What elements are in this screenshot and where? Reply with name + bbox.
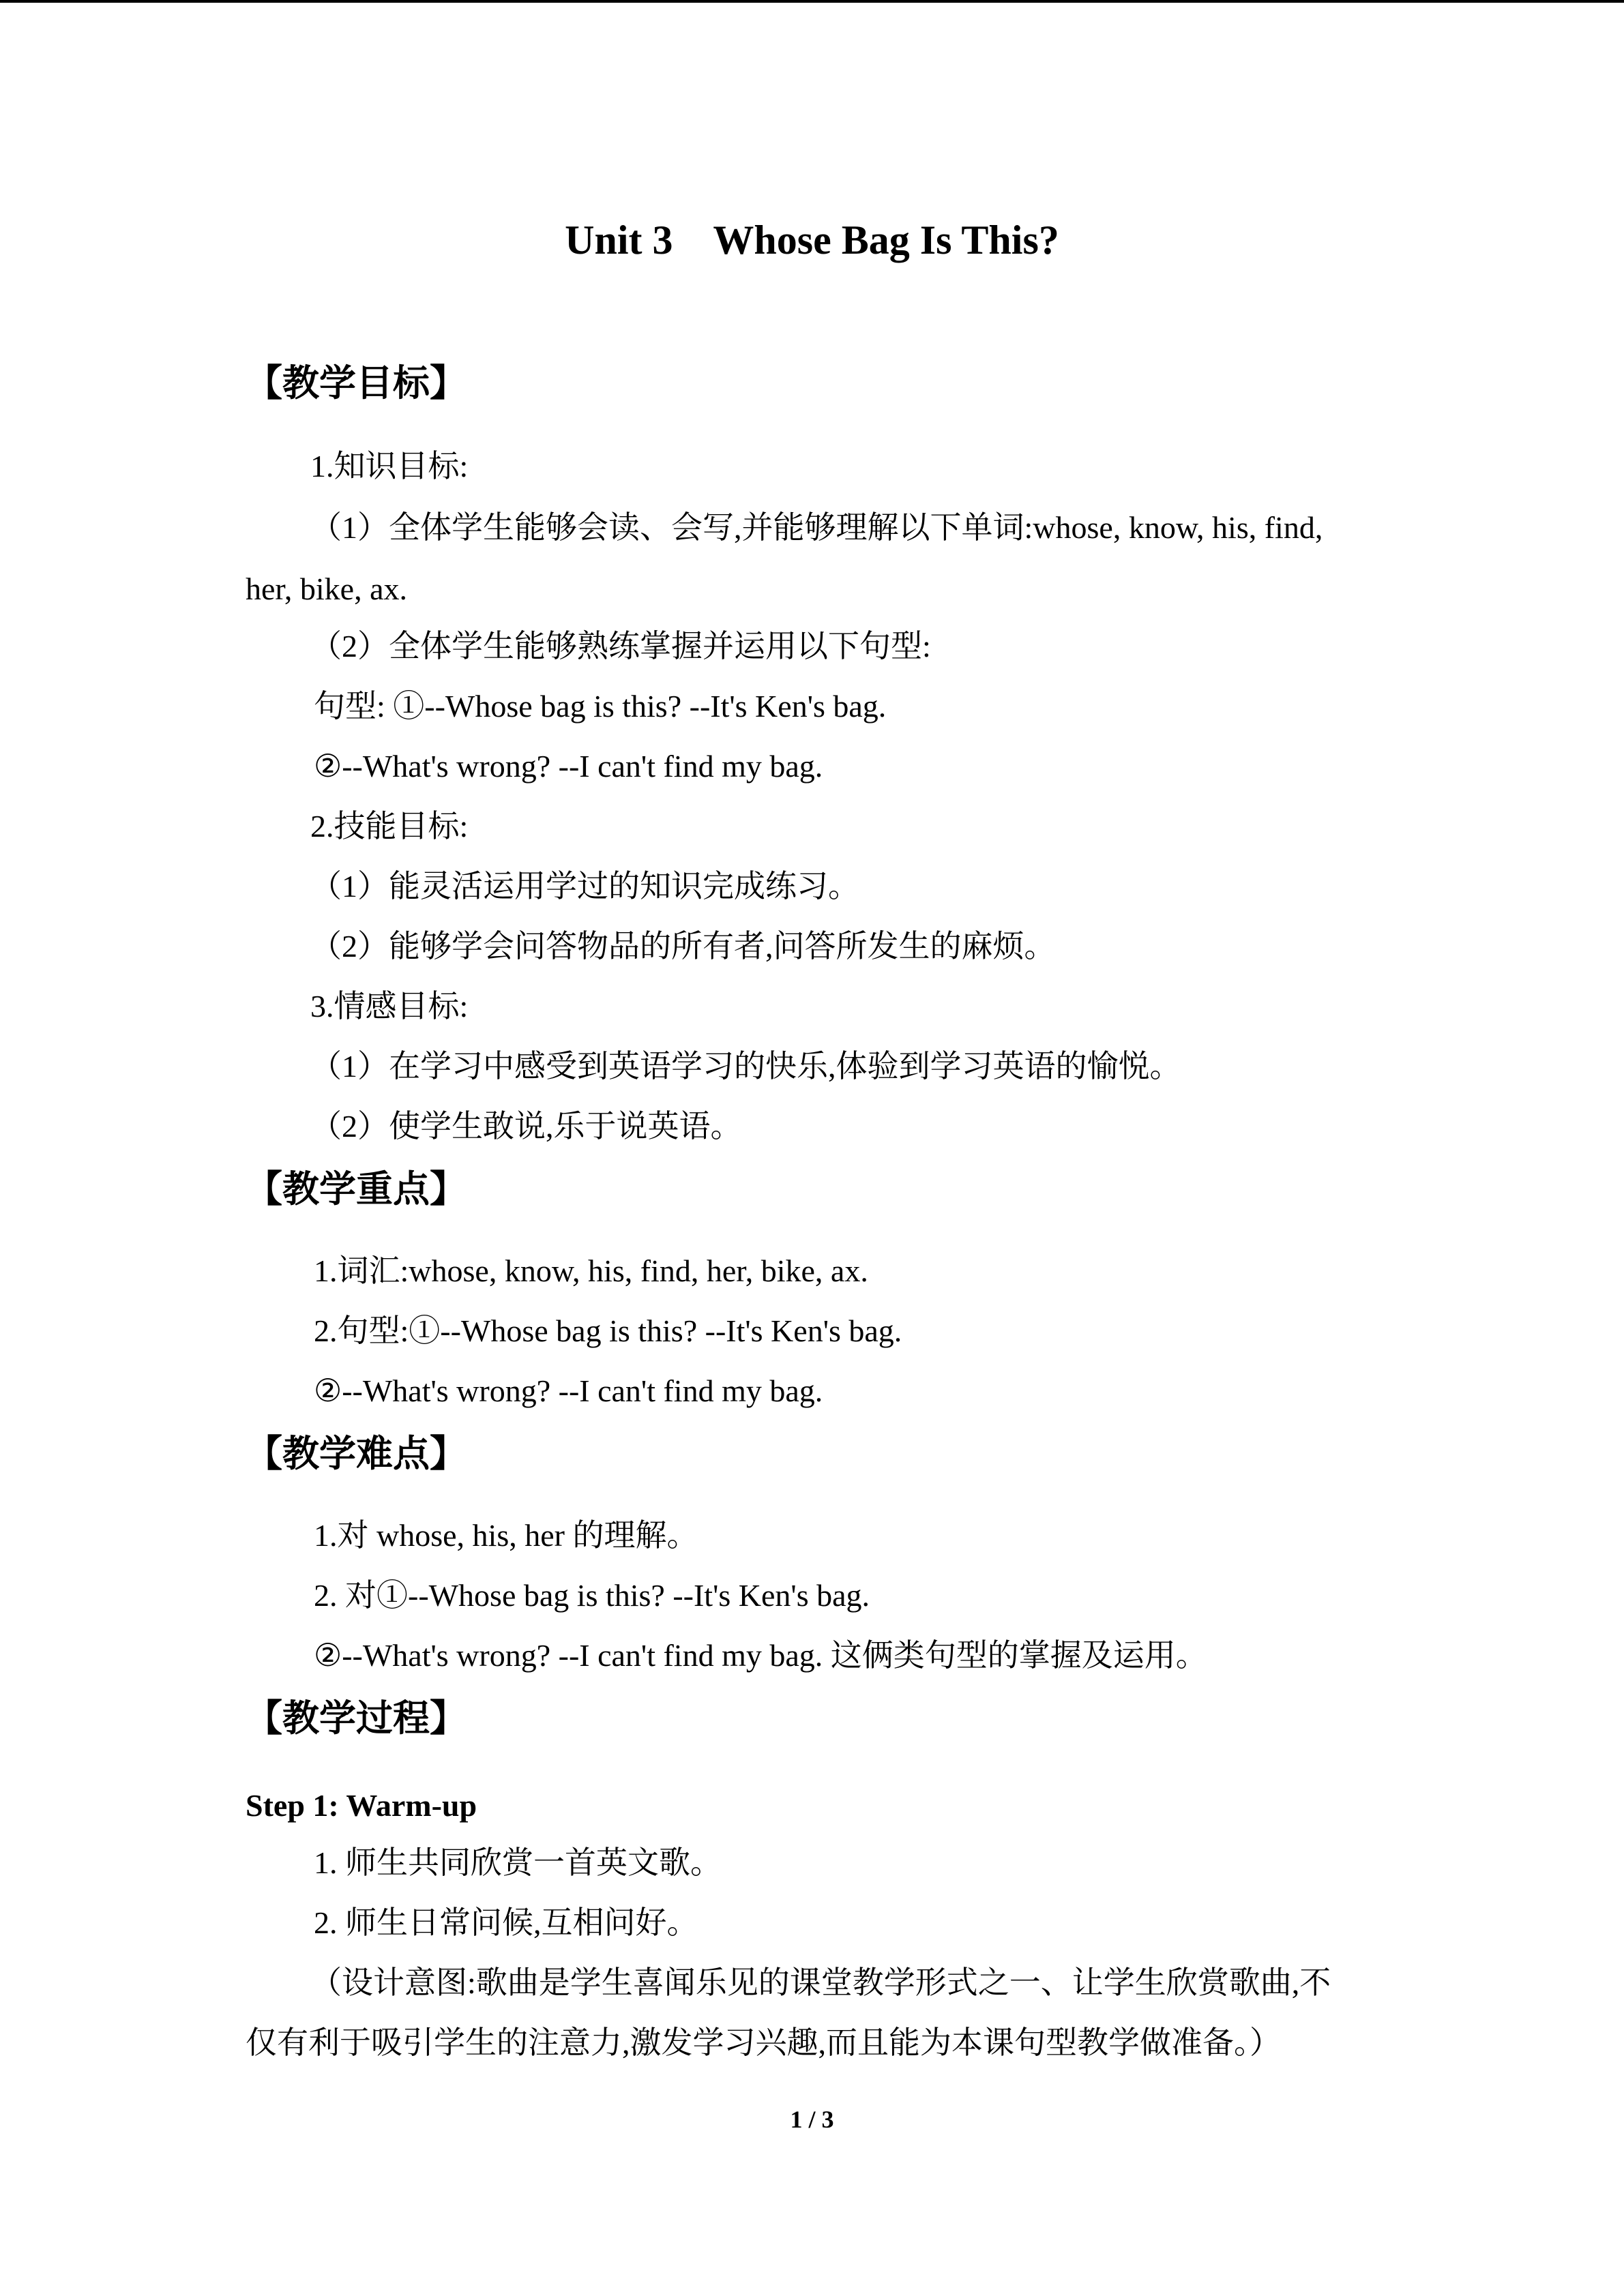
key-point-pattern-2: ②--What's wrong? --I can't find my bag. xyxy=(314,1373,823,1408)
design-intent-line2: 仅有利于吸引学生的注意力,激发学习兴趣,而且能为本课句型教学做准备。） xyxy=(246,2025,1281,2060)
step-1-title: Step 1: Warm-up xyxy=(246,1788,477,1823)
knowledge-objective-label: 1.知识目标: xyxy=(310,449,469,483)
section-heading-difficulties: 【教学难点】 xyxy=(246,1433,467,1474)
section-heading-process: 【教学过程】 xyxy=(246,1698,467,1739)
emotion-objective-2: （2）使学生敢说,乐于说英语。 xyxy=(310,1109,742,1144)
difficulty-3: ②--What's wrong? --I can't find my bag. 这俩类句型的掌握及运用。 xyxy=(314,1638,1207,1673)
key-point-vocabulary: 1.词汇:whose, know, his, find, her, bike, ax. xyxy=(314,1253,868,1288)
sentence-pattern-2: ②--What's wrong? --I can't find my bag. xyxy=(314,749,823,784)
step-1-item-2: 2. 师生日常问候,互相问好。 xyxy=(314,1905,698,1940)
document-title: Unit 3 Whose Bag Is This? xyxy=(565,218,1059,263)
page-top-border xyxy=(0,0,1624,3)
knowledge-objective-1-line2: her, bike, ax. xyxy=(246,571,408,606)
design-intent-line1: （设计意图:歌曲是学生喜闻乐见的课堂教学形式之一、让学生欣赏歌曲,不 xyxy=(310,1965,1331,2000)
skill-objective-1: （1）能灵活运用学过的知识完成练习。 xyxy=(310,869,859,904)
step-1-item-1: 1. 师生共同欣赏一首英文歌。 xyxy=(314,1845,722,1880)
knowledge-objective-2: （2）全体学生能够熟练掌握并运用以下句型: xyxy=(310,629,931,664)
difficulty-2: 2. 对①--Whose bag is this? --It's Ken's bag. xyxy=(314,1578,870,1613)
key-point-pattern-1: 2.句型:①--Whose bag is this? --It's Ken's bag. xyxy=(314,1313,902,1348)
skill-objective-label: 2.技能目标: xyxy=(310,809,469,844)
knowledge-objective-1-line1: （1）全体学生能够会读、会写,并能够理解以下单词:whose, know, his, find, xyxy=(310,510,1323,545)
page-number: 1 / 3 xyxy=(790,2106,834,2133)
skill-objective-2: （2）能够学会问答物品的所有者,问答所发生的麻烦。 xyxy=(310,929,1056,964)
section-heading-key-points: 【教学重点】 xyxy=(246,1169,467,1210)
sentence-pattern-1: 句型: ①--Whose bag is this? --It's Ken's bag. xyxy=(314,689,887,724)
emotion-objective-1: （1）在学习中感受到英语学习的快乐,体验到学习英语的愉悦。 xyxy=(310,1049,1181,1084)
difficulty-1: 1.对 whose, his, her 的理解。 xyxy=(314,1518,698,1553)
section-heading-objectives: 【教学目标】 xyxy=(246,363,467,404)
emotion-objective-label: 3.情感目标: xyxy=(310,989,469,1024)
